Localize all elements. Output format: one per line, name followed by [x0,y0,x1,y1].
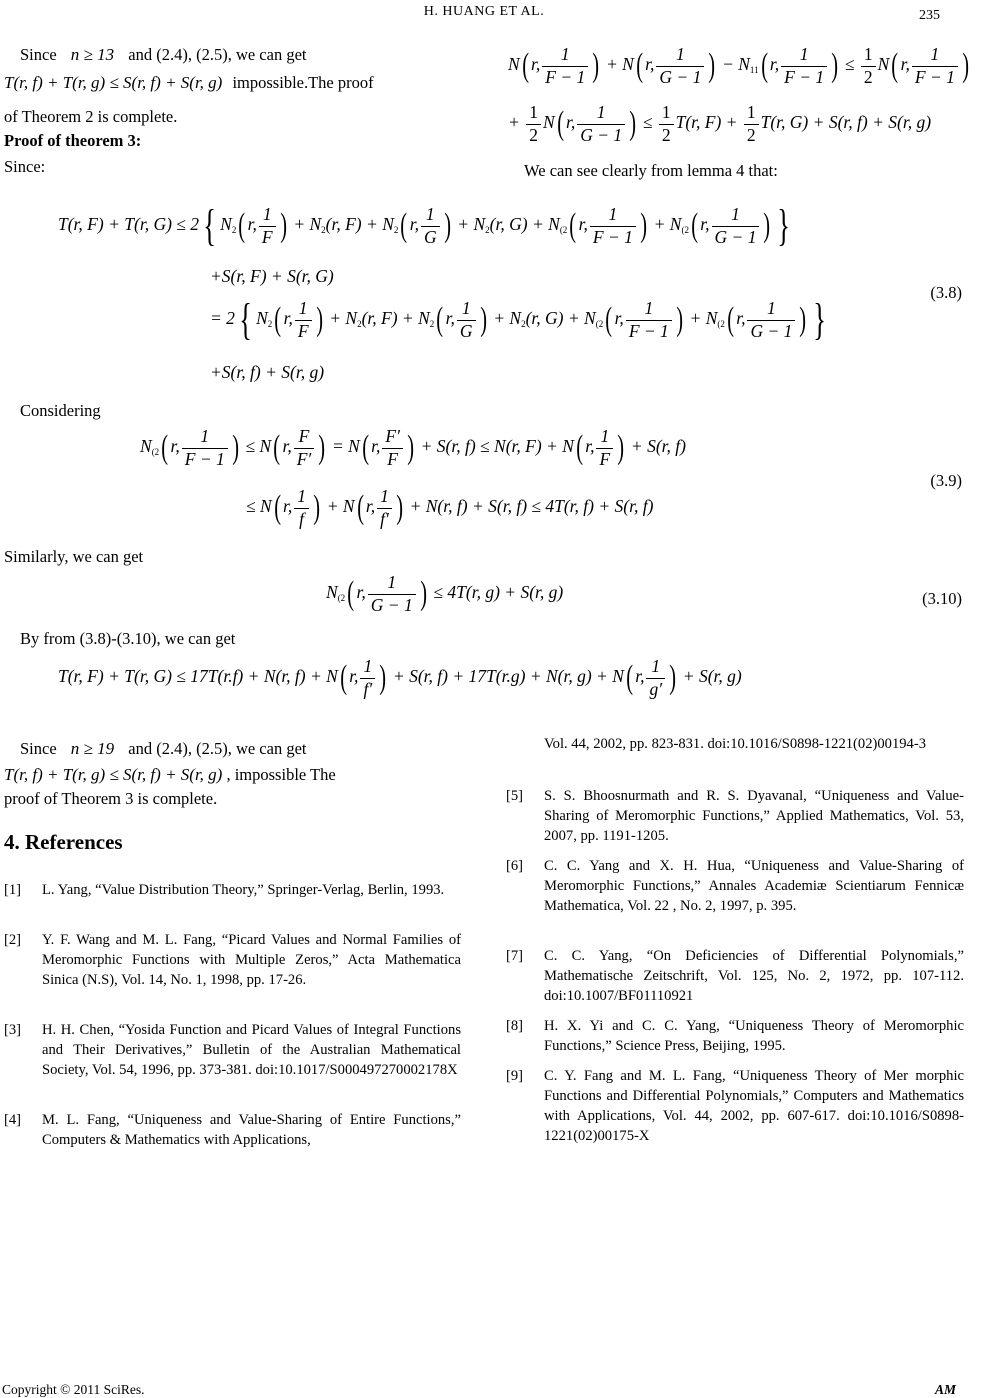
right-eq-line1: N( r, $\frac{1}{F - 1}$ ) + N( r, $\frac{1}{G - 1}$ ) − $N_{11}$( r, $\frac{1}{F - 1}$ ) ≤ $\frac{1}{2}$ N( r, $\frac{1}{F - 1}$ ) [508,44,969,87]
similarly-text: Similarly, we can get [4,547,144,566]
since3-rest: and (2.4), (2.5), we can get [128,739,307,758]
reference-item [506,946,964,1008]
impossible-line [4,72,461,94]
reference-text: Y. F. Wang and M. L. Fang, “Picard Values and Normal Families of Meromorphic Functions with Multiple Zeros,” Acta Mathematica Sinica (N.S), Vol. 14, No. 1, 1998, pp. 17-26. [42,932,461,988]
page-number: 235 [919,8,940,23]
reference-number: [3] [4,1022,22,1038]
proof3-heading: Proof of theorem 3: [4,131,142,150]
eq38-line4: +S(r, f) + S(r, g) [210,362,325,382]
reference-item [506,734,964,776]
reference-number: [7] [506,948,524,964]
eq38-line1: T(r, F) + T(r, G) ≤ 2{ $N_2$( r, $\frac{1}{F}$ ) + $N_2(r$, $F) + N_2$( r, $\frac{1}{G}$ ) + $N_2(r$, $G) + N_{(2}$( r, $\frac{1}{F - 1}$ ) + $N_{(2}$( r, $\frac{1}{G - 1}$ ) } [58,201,790,250]
reference-text: C. C. Yang and X. H. Hua, “Uniqueness and Value-Sharing of Meromorphic Functions,” Annales Academiæ Scientiarum Fennicæ Mathematica, Vol. 22 , No. 2, 1997, p. 395. [544,858,964,914]
running-title: H. HUANG ET AL. [423,4,545,19]
impossible-equation: T(r, f) + T(r, g) ≤ S(r, f) + S(r, g) [4,73,223,92]
reference-item [506,1016,964,1058]
since-colon: Since: [4,157,46,176]
reference-number: [5] [506,788,524,804]
theorem2-end: of Theorem 2 is complete. [4,107,178,126]
eq38-number: (3.8) [930,283,962,302]
reference-text: H. H. Chen, “Yosida Function and Picard Values of Integral Functions and Their Derivatives,” Bulletin of the Australian Mathematical Society, Vol. 54, 1996, pp. 373-381. doi:10.1017/S000497270002178X [42,1022,461,1078]
eq38-line2: +S(r, F) + S(r, G) [210,266,334,286]
lemma-text: We can see clearly from lemma 4 that: [524,161,778,180]
reference-number: [9] [506,1068,524,1084]
reference-text: M. L. Fang, “Uniqueness and Value-Sharing of Entire Functions,” Computers & Mathematics with Applications, [42,1112,461,1148]
final-inequality: T(r, F) + T(r, G) ≤ 17T(r.f) + N(r, f) + N( r, $\frac{1}{f'}$ ) + S(r, f) + 17T(r.g) + N(r, g) + N( r, $\frac{1}{g'}$ ) + S(r, g) [58,656,742,699]
since-line [4,44,461,66]
reference-item [4,930,461,1012]
reference-item [506,1066,964,1148]
reference-item [4,880,461,922]
since-word: Since [20,45,57,64]
reference-number: [8] [506,1018,524,1034]
by-from-text: By from (3.8)-(3.10), we can get [20,629,236,648]
eq310-number: (3.10) [922,589,962,608]
reference-item [506,856,964,938]
reference-text: H. X. Yi and C. C. Yang, “Uniqueness Theory of Meromorphic Functions,” Science Press, Beijing, 1995. [544,1018,964,1054]
journal-abbrev: AM [934,1382,956,1397]
since-rest: and (2.4), (2.5), we can get [128,45,307,64]
reference-item [4,1020,461,1102]
reference-number: [1] [4,882,22,898]
since3-equation: T(r, f) + T(r, g) ≤ S(r, f) + S(r, g) [4,765,223,784]
since-condition: n ≥ 13 [70,45,115,64]
reference-number: [2] [4,932,22,948]
reference-item [4,1110,461,1152]
reference-number: [6] [506,858,524,874]
theorem3-end: proof of Theorem 3 is complete. [4,789,218,808]
considering-text: Considering [20,401,101,420]
reference-item [506,786,964,848]
reference-text: C. C. Yang, “On Deficiencies of Differential Polynomials,” Mathematische Zeitschrift, Vol. 125, No. 2, 1972, pp. 107-112. doi:10.1007/BF01110921 [544,948,964,1004]
eq39-number: (3.9) [930,471,962,490]
since3-impossible: , impossible The [226,765,336,784]
impossible-text: impossible.The proof [232,73,374,92]
copyright-text: Copyright © 2011 SciRes. [2,1382,145,1397]
eq310-line: $N_{(2}$( r, $\frac{1}{G - 1}$ ) ≤ 4T(r, g) + S(r, g) [326,572,564,615]
references-heading: 4. References [4,830,123,854]
reference-text: C. Y. Fang and M. L. Fang, “Uniqueness Theory of Mer morphic Functions and Differential Polynomials,” Computers and Mathematics with Applications, Vol. 44, 2002, pp. 607-617. doi:10.1016/S0898-1221(02)00175-X [544,1068,964,1144]
since3-line [4,738,461,760]
eq39-line2: ≤ N( r, $\frac{1}{f}$ ) + N( r, $\frac{1}{f'}$ ) + N(r, f) + S(r, f) ≤ 4T(r, f) + S(r, f) [246,486,654,529]
since3-condition: n ≥ 19 [70,739,115,758]
reference-text: Vol. 44, 2002, pp. 823-831. doi:10.1016/S0898-1221(02)00194-3 [544,736,927,752]
reference-text: S. S. Bhoosnurmath and R. S. Dyavanal, “Uniqueness and Value-Sharing of Meromorphic Functions,” Applied Mathematics, Vol. 53, 2007, pp. 1191-1205. [544,788,964,844]
eq38-line3: = 2{ $N_2$( r, $\frac{1}{F}$ ) + $N_2(r$, $F) + N_2$( r, $\frac{1}{G}$ ) + $N_2(r$, $G) + N_{(2}$( r, $\frac{1}{F - 1}$ ) + $N_{(2}$( r, $\frac{1}{G - 1}$ ) } [210,295,826,344]
since3-eq-line [4,764,461,786]
right-eq-line2: + $\frac{1}{2}$ N( r, $\frac{1}{G - 1}$ ) ≤ $\frac{1}{2}$ T(r, F) + $\frac{1}{2}$ T(r, G) + S(r, f) + S(r, g) [508,102,932,145]
reference-text: L. Yang, “Value Distribution Theory,” Springer-Verlag, Berlin, 1993. [42,882,445,898]
since3-word: Since [20,739,57,758]
eq39-line1: $N_{(2}$( r, $\frac{1}{F - 1}$ ) ≤ N( r, $\frac{F}{F'}$ ) = N( r, $\frac{F'}{F}$ ) + S(r, f) ≤ N(r, F) + N( r, $\frac{1}{F}$ ) + S(r, f) [140,426,686,469]
reference-number: [4] [4,1112,22,1128]
